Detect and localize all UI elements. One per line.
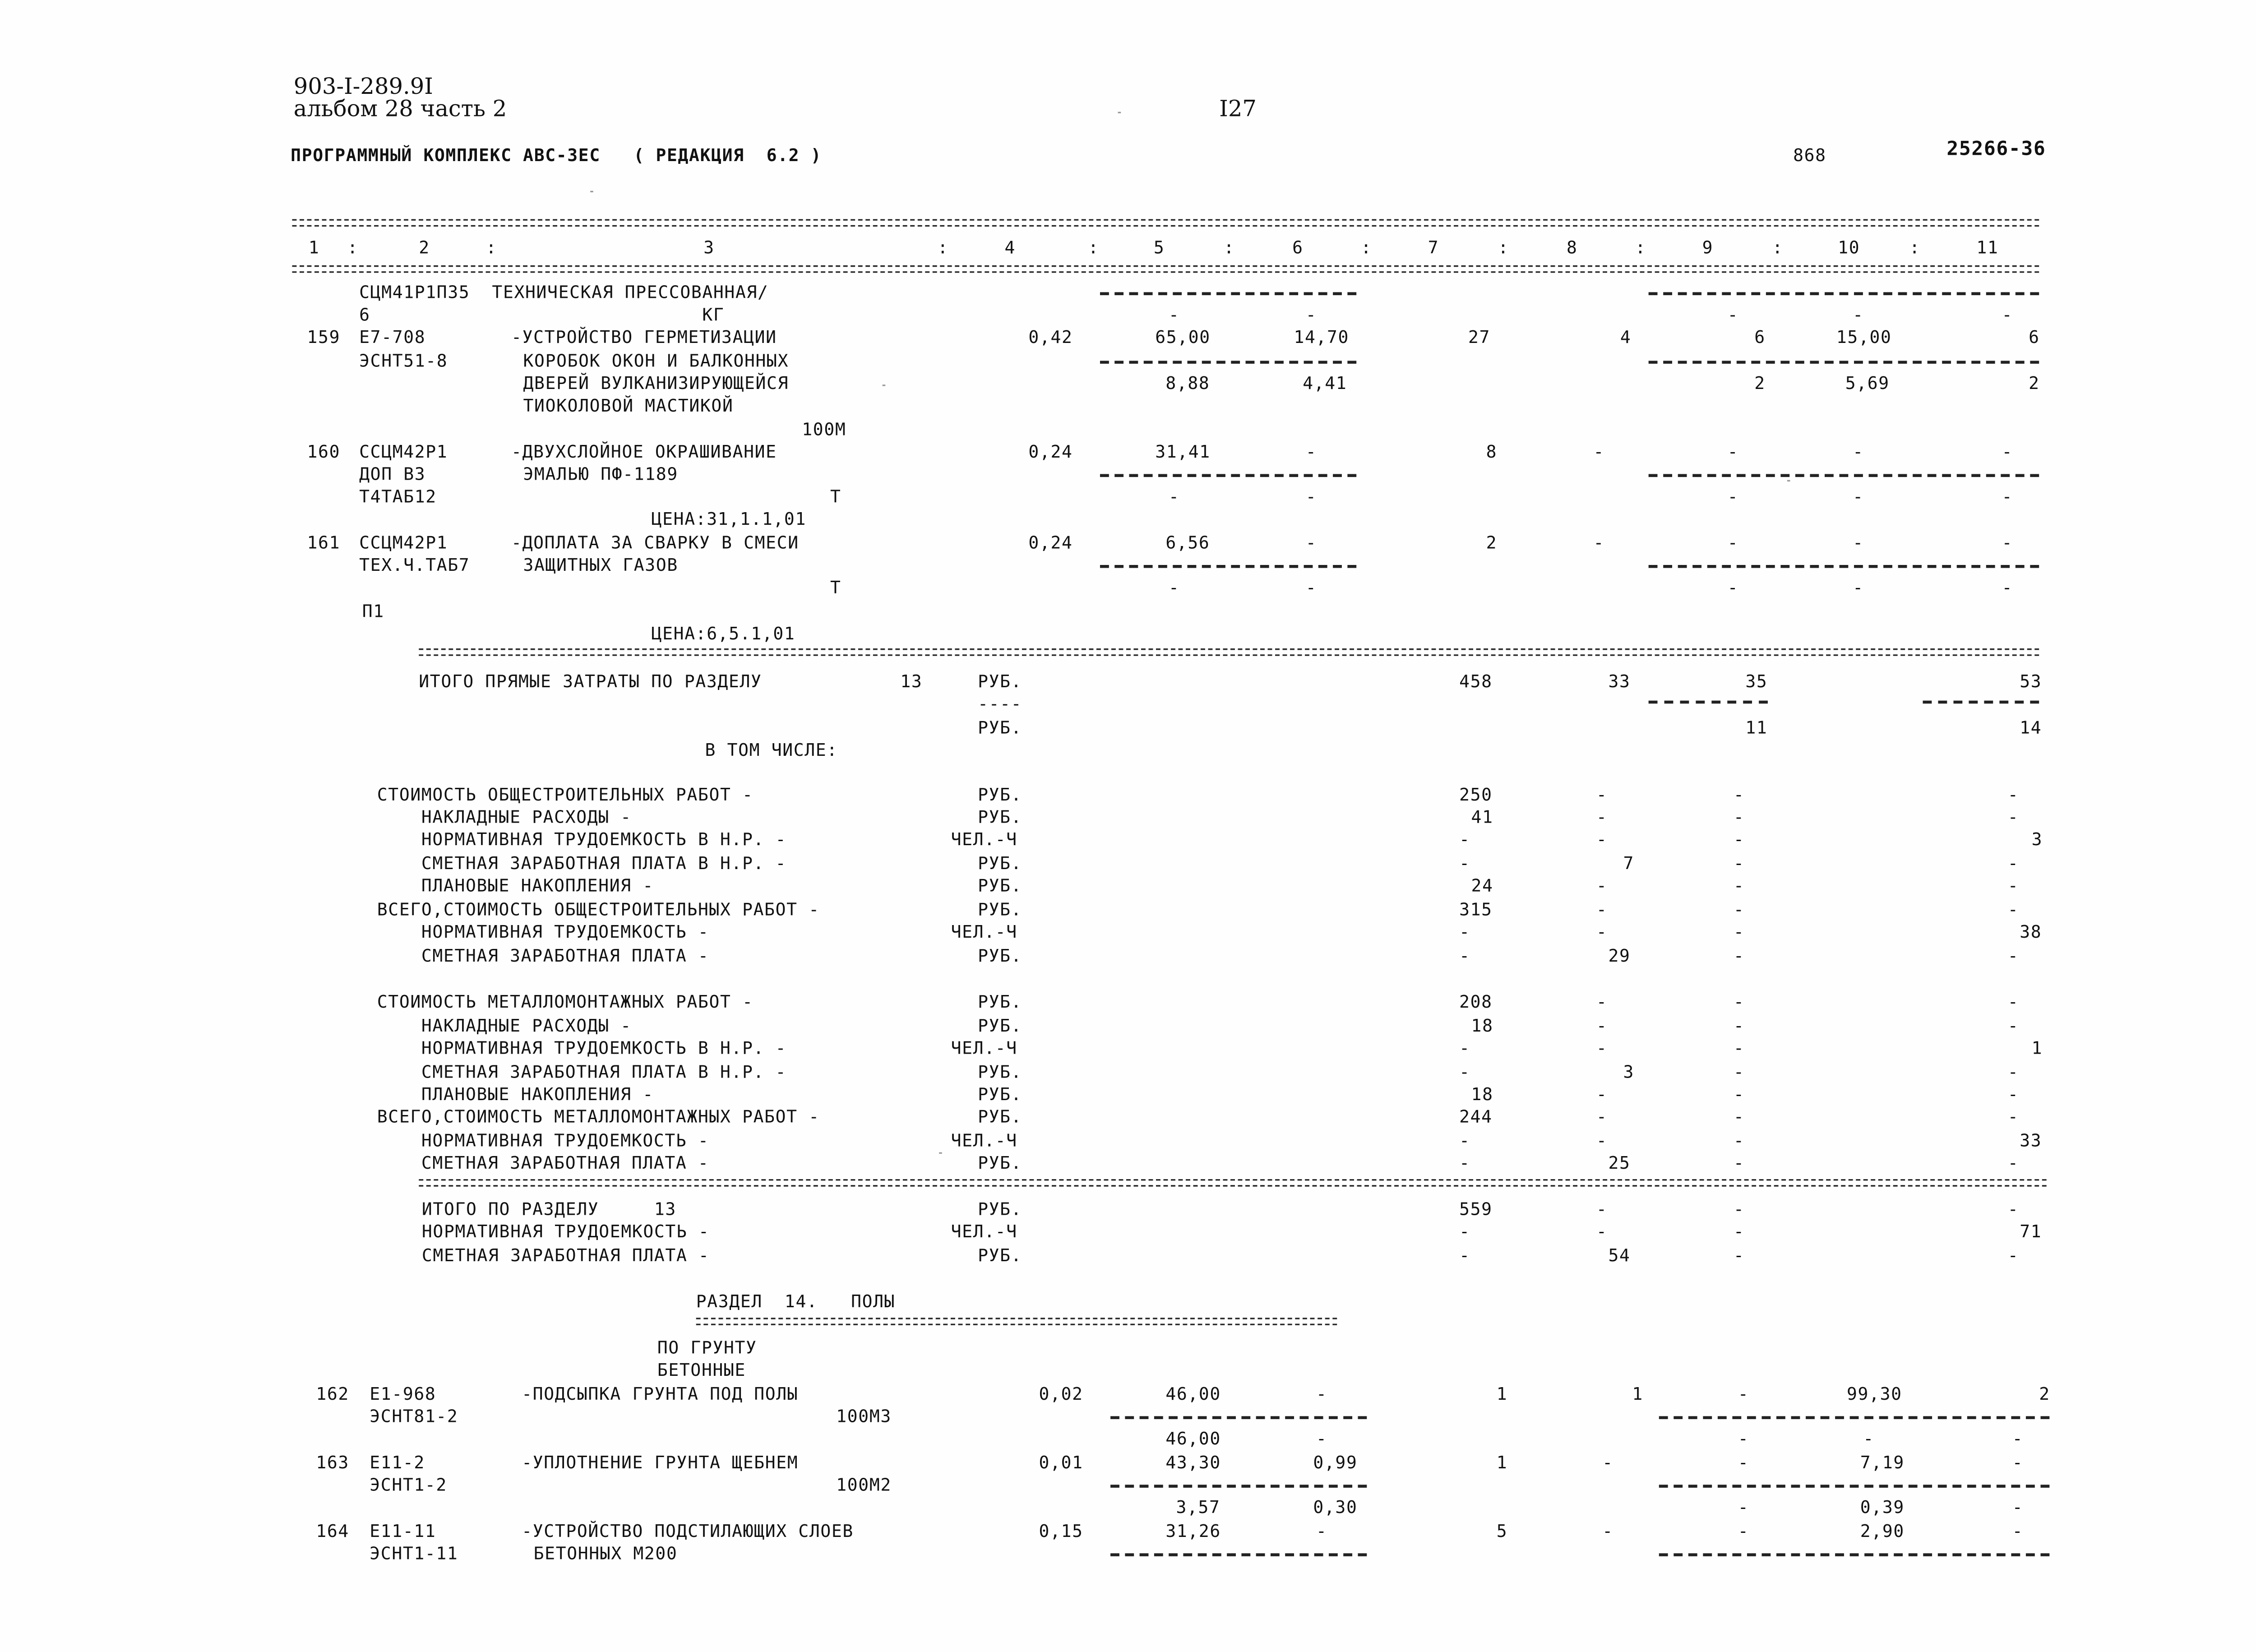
col-6: 6	[1292, 237, 1304, 258]
list-item: ПЛАНОВЫЕ НАКОПЛЕНИЯ -	[377, 875, 654, 896]
list-item: ВСЕГО,СТОИМОСТЬ ОБЩЕСТРОИТЕЛЬНЫХ РАБОТ -	[377, 899, 820, 920]
list-item: НОРМАТИВНАЯ ТРУДОЕМКОСТЬ В Н.Р. -	[377, 1037, 787, 1059]
album-label: альбом 28 часть 2	[293, 95, 507, 122]
section-title-underline	[696, 1318, 1337, 1325]
direct-costs-label: ИТОГО ПРЯМЫЕ ЗАТРАТЫ ПО РАЗДЕЛУ	[419, 671, 762, 692]
col-1: 1	[308, 237, 320, 258]
list-item: СМЕТНАЯ ЗАРАБОТНАЯ ПЛАТА -	[421, 1245, 710, 1266]
header-rule-bottom	[292, 265, 2039, 273]
row-desc: -УСТРОЙСТВО ГЕРМЕТИЗАЦИИ	[511, 326, 777, 347]
list-item: СМЕТНАЯ ЗАРАБОТНАЯ ПЛАТА -	[377, 945, 709, 966]
code-868: 868	[1793, 144, 1826, 166]
row-number: 160	[307, 441, 341, 463]
col-3: 3	[703, 237, 715, 258]
list-item: СМЕТНАЯ ЗАРАБОТНАЯ ПЛАТА -	[377, 1152, 709, 1173]
section-subtitle: ПО ГРУНТУ	[657, 1337, 757, 1358]
row-code: Е1-968	[370, 1383, 436, 1404]
row-desc: -УСТРОЙСТВО ПОДСТИЛАЮЩИХ СЛОЕВ	[522, 1520, 854, 1541]
list-item: СМЕТНАЯ ЗАРАБОТНАЯ ПЛАТА В Н.Р. -	[377, 852, 787, 874]
row-code: Е11-11	[370, 1520, 436, 1541]
col-9: 9	[1702, 237, 1714, 258]
totals-rule	[419, 648, 2039, 656]
row-code: ССЦМ42Р1	[359, 532, 448, 553]
page-number: I27	[1219, 95, 1257, 122]
doc-code: 903-I-289.9I	[293, 73, 433, 100]
section-subtitle: БЕТОННЫЕ	[657, 1359, 746, 1381]
row-desc: -ДВУХСЛОЙНОЕ ОКРАШИВАНИЕ	[511, 441, 777, 463]
list-item: ИТОГО ПО РАЗДЕЛУ 13	[421, 1199, 676, 1220]
list-item: НАКЛАДНЫЕ РАСХОДЫ -	[377, 806, 632, 828]
section-total-rule	[419, 1179, 2046, 1187]
row-code: Е7-708	[359, 326, 426, 347]
col-5: 5	[1153, 237, 1165, 258]
list-item: НОРМАТИВНАЯ ТРУДОЕМКОСТЬ -	[377, 921, 709, 942]
row-desc: -ДОПЛАТА ЗА СВАРКУ В СМЕСИ	[511, 532, 799, 553]
list-item: НОРМАТИВНАЯ ТРУДОЕМКОСТЬ В Н.Р. -	[377, 828, 787, 850]
list-item: СМЕТНАЯ ЗАРАБОТНАЯ ПЛАТА В Н.Р. -	[377, 1061, 787, 1083]
row-code: Е11-2	[370, 1452, 425, 1473]
header-rule-top	[292, 219, 2039, 227]
col-10: 10	[1838, 237, 1860, 258]
including-label: В ТОМ ЧИСЛЕ:	[705, 739, 838, 760]
row-code: ССЦМ42Р1	[359, 441, 448, 463]
program-title: ПРОГРАММНЫЙ КОМПЛЕКС АВС-3ЕС ( РЕДАКЦИЯ 6.2 )	[291, 144, 822, 166]
row-desc: -ПОДСЫПКА ГРУНТА ПОД ПОЛЫ	[522, 1383, 799, 1404]
col-4: 4	[1004, 237, 1016, 258]
row-number: 164	[316, 1520, 349, 1541]
code-right: 25266-36	[1946, 139, 2046, 161]
list-item: НОРМАТИВНАЯ ТРУДОЕМКОСТЬ -	[377, 1130, 709, 1151]
row-number: 161	[307, 532, 341, 553]
list-item: ВСЕГО,СТОИМОСТЬ МЕТАЛЛОМОНТАЖНЫХ РАБОТ -	[377, 1106, 820, 1127]
list-item: СТОИМОСТЬ МЕТАЛЛОМОНТАЖНЫХ РАБОТ -	[377, 991, 754, 1013]
list-item: СТОИМОСТЬ ОБЩЕСТРОИТЕЛЬНЫХ РАБОТ -	[377, 784, 754, 805]
row-number: 163	[316, 1452, 349, 1473]
estimate-sheet: 903-I-289.9I альбом 28 часть 2 I27 ПРОГРАММНЫЙ КОМПЛЕКС АВС-3ЕС ( РЕДАКЦИЯ 6.2 ) 868 25266-36 1 : 2 : 3 : 4 : 5 : 6 : 7 : 8 : 9 : 10 : 11 СЦМ41Р1П35 ТЕХНИЧЕСКАЯ ПРЕССОВАННАЯ/ 6 КГ - - - - - 159 Е7-708 -УСТРОЙСТВО ГЕРМЕТИЗАЦИИ 0,42 65,00 14,70 27 4 6 15,00 6 ЭСНТ51-8 КОРОБОК ОКОН И БАЛКОННЫХ ДВЕРЕЙ ВУЛКАНИЗИРУЮЩЕЙСЯ 8,88 4,41 2 5,69 2 ТИОКОЛОВОЙ МАСТИКОЙ 100М 160 ССЦМ42Р1 -ДВУХСЛОЙНОЕ ОКРАШИВАНИЕ 0,24 31,41 - 8 - - - - ДОП В3 ЭМАЛЬЮ ПФ-1189 Т4ТАБ12 Т - - - - - ЦЕНА:31,1.1,01 161 ССЦМ42Р1 -ДОПЛАТА ЗА СВАРКУ В СМЕСИ 0,24 6,56 - 2 - - - - ТЕХ.Ч.ТАБ7 ЗАЩИТНЫХ ГАЗОВ Т - - - - - П1 ЦЕНА:6,5.1,01 ИТОГО ПРЯМЫЕ ЗАТРАТЫ ПО РАЗДЕЛУ 13 РУБ. 458 33 35 53 ---- РУБ. 11 14 В ТОМ ЧИСЛЕ: СТОИМОСТЬ ОБЩЕСТРОИТЕЛЬНЫХ РАБОТ - РУБ. 250 - - - НАКЛАДНЫЕ РАСХОДЫ - РУБ. 41 - - - НОРМАТИВНАЯ ТРУДОЕМКОСТЬ В Н.Р. - ЧЕЛ.-Ч - - - 3 СМЕТНАЯ ЗАРАБОТНАЯ ПЛАТА В Н.Р. - РУБ. - 7 - - ПЛАНОВЫЕ НАКОПЛЕНИЯ - РУБ. 24 - - - ВСЕГО,СТОИМОСТЬ ОБЩЕСТРОИТЕЛЬНЫХ РАБОТ - РУБ. 315 - - - НОРМАТИВНАЯ ТРУДОЕМКОСТЬ - ЧЕЛ.-Ч - - - 38 СМЕТНАЯ ЗАРАБОТНАЯ ПЛАТА - РУБ. - 29 - - СТОИМОСТЬ МЕТАЛЛОМОНТАЖНЫХ РАБОТ - РУБ. 208 - - - НАКЛАДНЫЕ РАСХОДЫ - РУБ. 18 - - - НОРМАТИВНАЯ ТРУДОЕМКОСТЬ В Н.Р. - ЧЕЛ.-Ч - - - 1 СМЕТНАЯ ЗАРАБОТНАЯ ПЛАТА В Н.Р. - РУБ. - 3 - - ПЛАНОВЫЕ НАКОПЛЕНИЯ - РУБ. 18 - - - ВСЕГО,СТОИМОСТЬ МЕТАЛЛОМОНТАЖНЫХ РАБОТ - РУБ. 244 - - - НОРМАТИВНАЯ ТРУДОЕМКОСТЬ - ЧЕЛ.-Ч - - - 33 СМЕТНАЯ ЗАРАБОТНАЯ ПЛАТА - РУБ. - 25 - - ИТОГО ПО РАЗДЕЛУ 13 РУБ. 559 - - - НОРМАТИВНАЯ ТРУДОЕМКОСТЬ - ЧЕЛ.-Ч - - - 71 СМЕТНАЯ ЗАРАБОТНАЯ ПЛАТА - РУБ. - 54 - - РАЗДЕЛ 14. ПОЛЫ ПО ГРУНТУ БЕТОННЫЕ 162 Е1-968 -ПОДСЫПКА ГРУНТА ПОД ПОЛЫ 0,02 46,00 - 1 1 - 99,30 2 ЭСНТ81-2 100М3 46,00 - - - - 163 Е11-2 -УПЛОТНЕНИЕ ГРУНТА ЩЕБНЕМ 0,01 43,30 0,99 1 - - 7,19 - ЭСНТ1-2 100М2 3,57 0,30 - 0,39 - 164 Е11-11 -УСТРОЙСТВО ПОДСТИЛАЮЩИХ СЛОЕВ 0,15 31,26 - 5 - - 2,90 - ЭСНТ1-11 БЕТОННЫХ М200	[291, 73, 2050, 1564]
row-desc: -УПЛОТНЕНИЕ ГРУНТА ЩЕБНЕМ	[522, 1452, 799, 1473]
list-item: НАКЛАДНЫЕ РАСХОДЫ -	[377, 1015, 632, 1036]
row-number: 162	[316, 1383, 349, 1404]
col-11: 11	[1976, 237, 1999, 258]
col-8: 8	[1566, 237, 1578, 258]
list-item: ПЛАНОВЫЕ НАКОПЛЕНИЯ -	[377, 1083, 654, 1105]
col-2: 2	[419, 237, 430, 258]
col-7: 7	[1428, 237, 1439, 258]
section-title: РАЗДЕЛ 14. ПОЛЫ	[696, 1291, 896, 1312]
row-number: 159	[307, 326, 341, 347]
list-item: НОРМАТИВНАЯ ТРУДОЕМКОСТЬ -	[421, 1221, 710, 1242]
